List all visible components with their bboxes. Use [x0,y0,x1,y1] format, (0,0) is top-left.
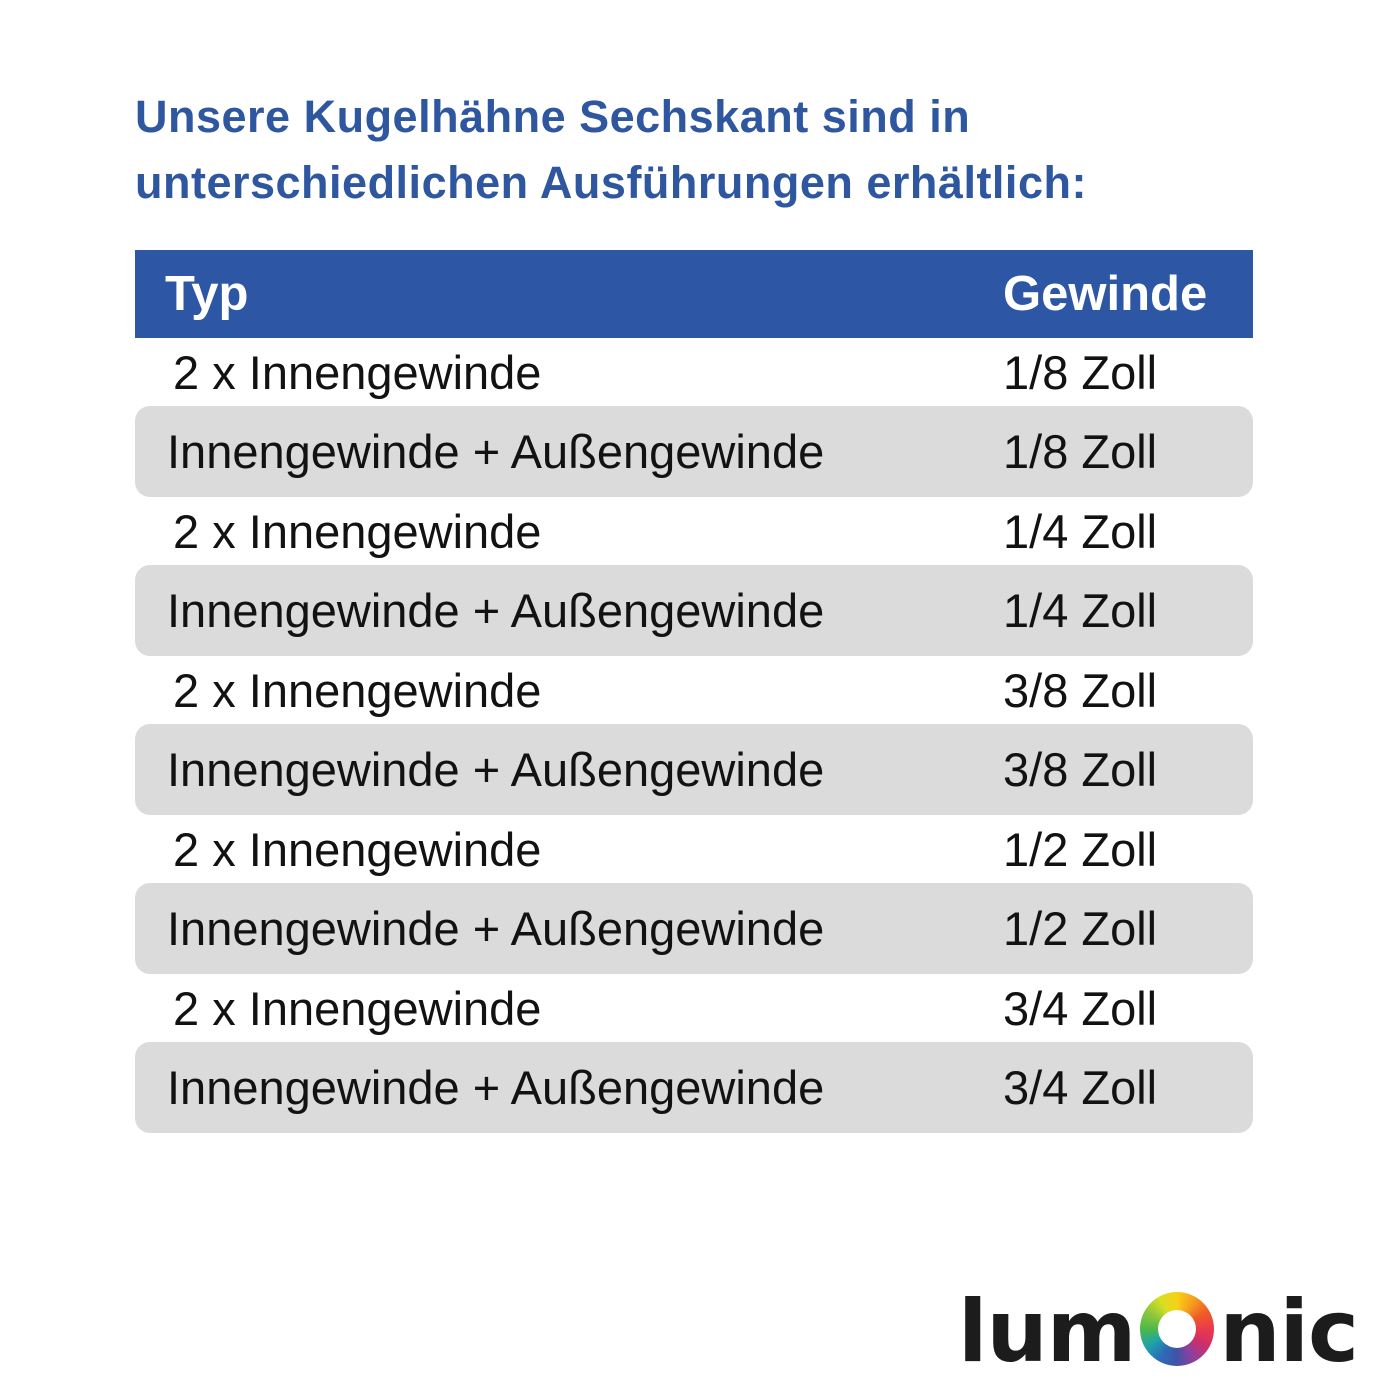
variants-table [135,250,1253,1133]
cell-gewinde: 3/8 Zoll [1003,743,1158,796]
logo-text-nic: nic [1219,1282,1358,1382]
cell-gewinde: 1/8 Zoll [1003,345,1158,399]
cell-gewinde: 1/2 Zoll [1003,902,1158,955]
table-row [135,565,1253,656]
table-row [135,1042,1253,1133]
table-row [135,406,1253,497]
page-title [135,84,1235,216]
cell-gewinde: 3/8 Zoll [1003,663,1158,717]
column-header-gewinde: Gewinde [1003,267,1208,321]
cell-typ: 2 x Innengewinde [173,345,542,399]
cell-gewinde: 3/4 Zoll [1003,981,1158,1035]
page-title-line-1: Unsere Kugelhähne Sechskant sind in [135,91,971,142]
cell-typ: 2 x Innengewinde [173,822,542,876]
cell-gewinde: 1/4 Zoll [1003,584,1158,637]
table-row [135,883,1253,974]
cell-typ: 2 x Innengewinde [173,663,542,717]
cell-typ: Innengewinde + Außengewinde [167,425,825,478]
table-row [135,338,1253,406]
lumonic-logo [958,1282,1358,1382]
cell-typ: 2 x Innengewinde [173,504,542,558]
rainbow-ring-icon [1140,1292,1214,1366]
cell-gewinde: 1/4 Zoll [1003,504,1158,558]
cell-gewinde: 1/8 Zoll [1003,425,1158,478]
table-body [135,338,1253,1133]
logo-text-lum: lum [957,1282,1136,1382]
table-row [135,724,1253,815]
cell-typ: Innengewinde + Außengewinde [167,743,825,796]
table-row [135,656,1253,724]
cell-gewinde: 3/4 Zoll [1003,1061,1158,1114]
table-row [135,815,1253,883]
table-row [135,974,1253,1042]
cell-typ: 2 x Innengewinde [173,981,542,1035]
page-title-line-2: unterschiedlichen Ausführungen erhältlich: [135,157,1087,208]
cell-typ: Innengewinde + Außengewinde [167,1061,825,1114]
column-header-typ: Typ [165,267,249,321]
cell-typ: Innengewinde + Außengewinde [167,584,825,637]
cell-gewinde: 1/2 Zoll [1003,822,1158,876]
table-row [135,497,1253,565]
cell-typ: Innengewinde + Außengewinde [167,902,825,955]
table-header-row [135,250,1253,338]
